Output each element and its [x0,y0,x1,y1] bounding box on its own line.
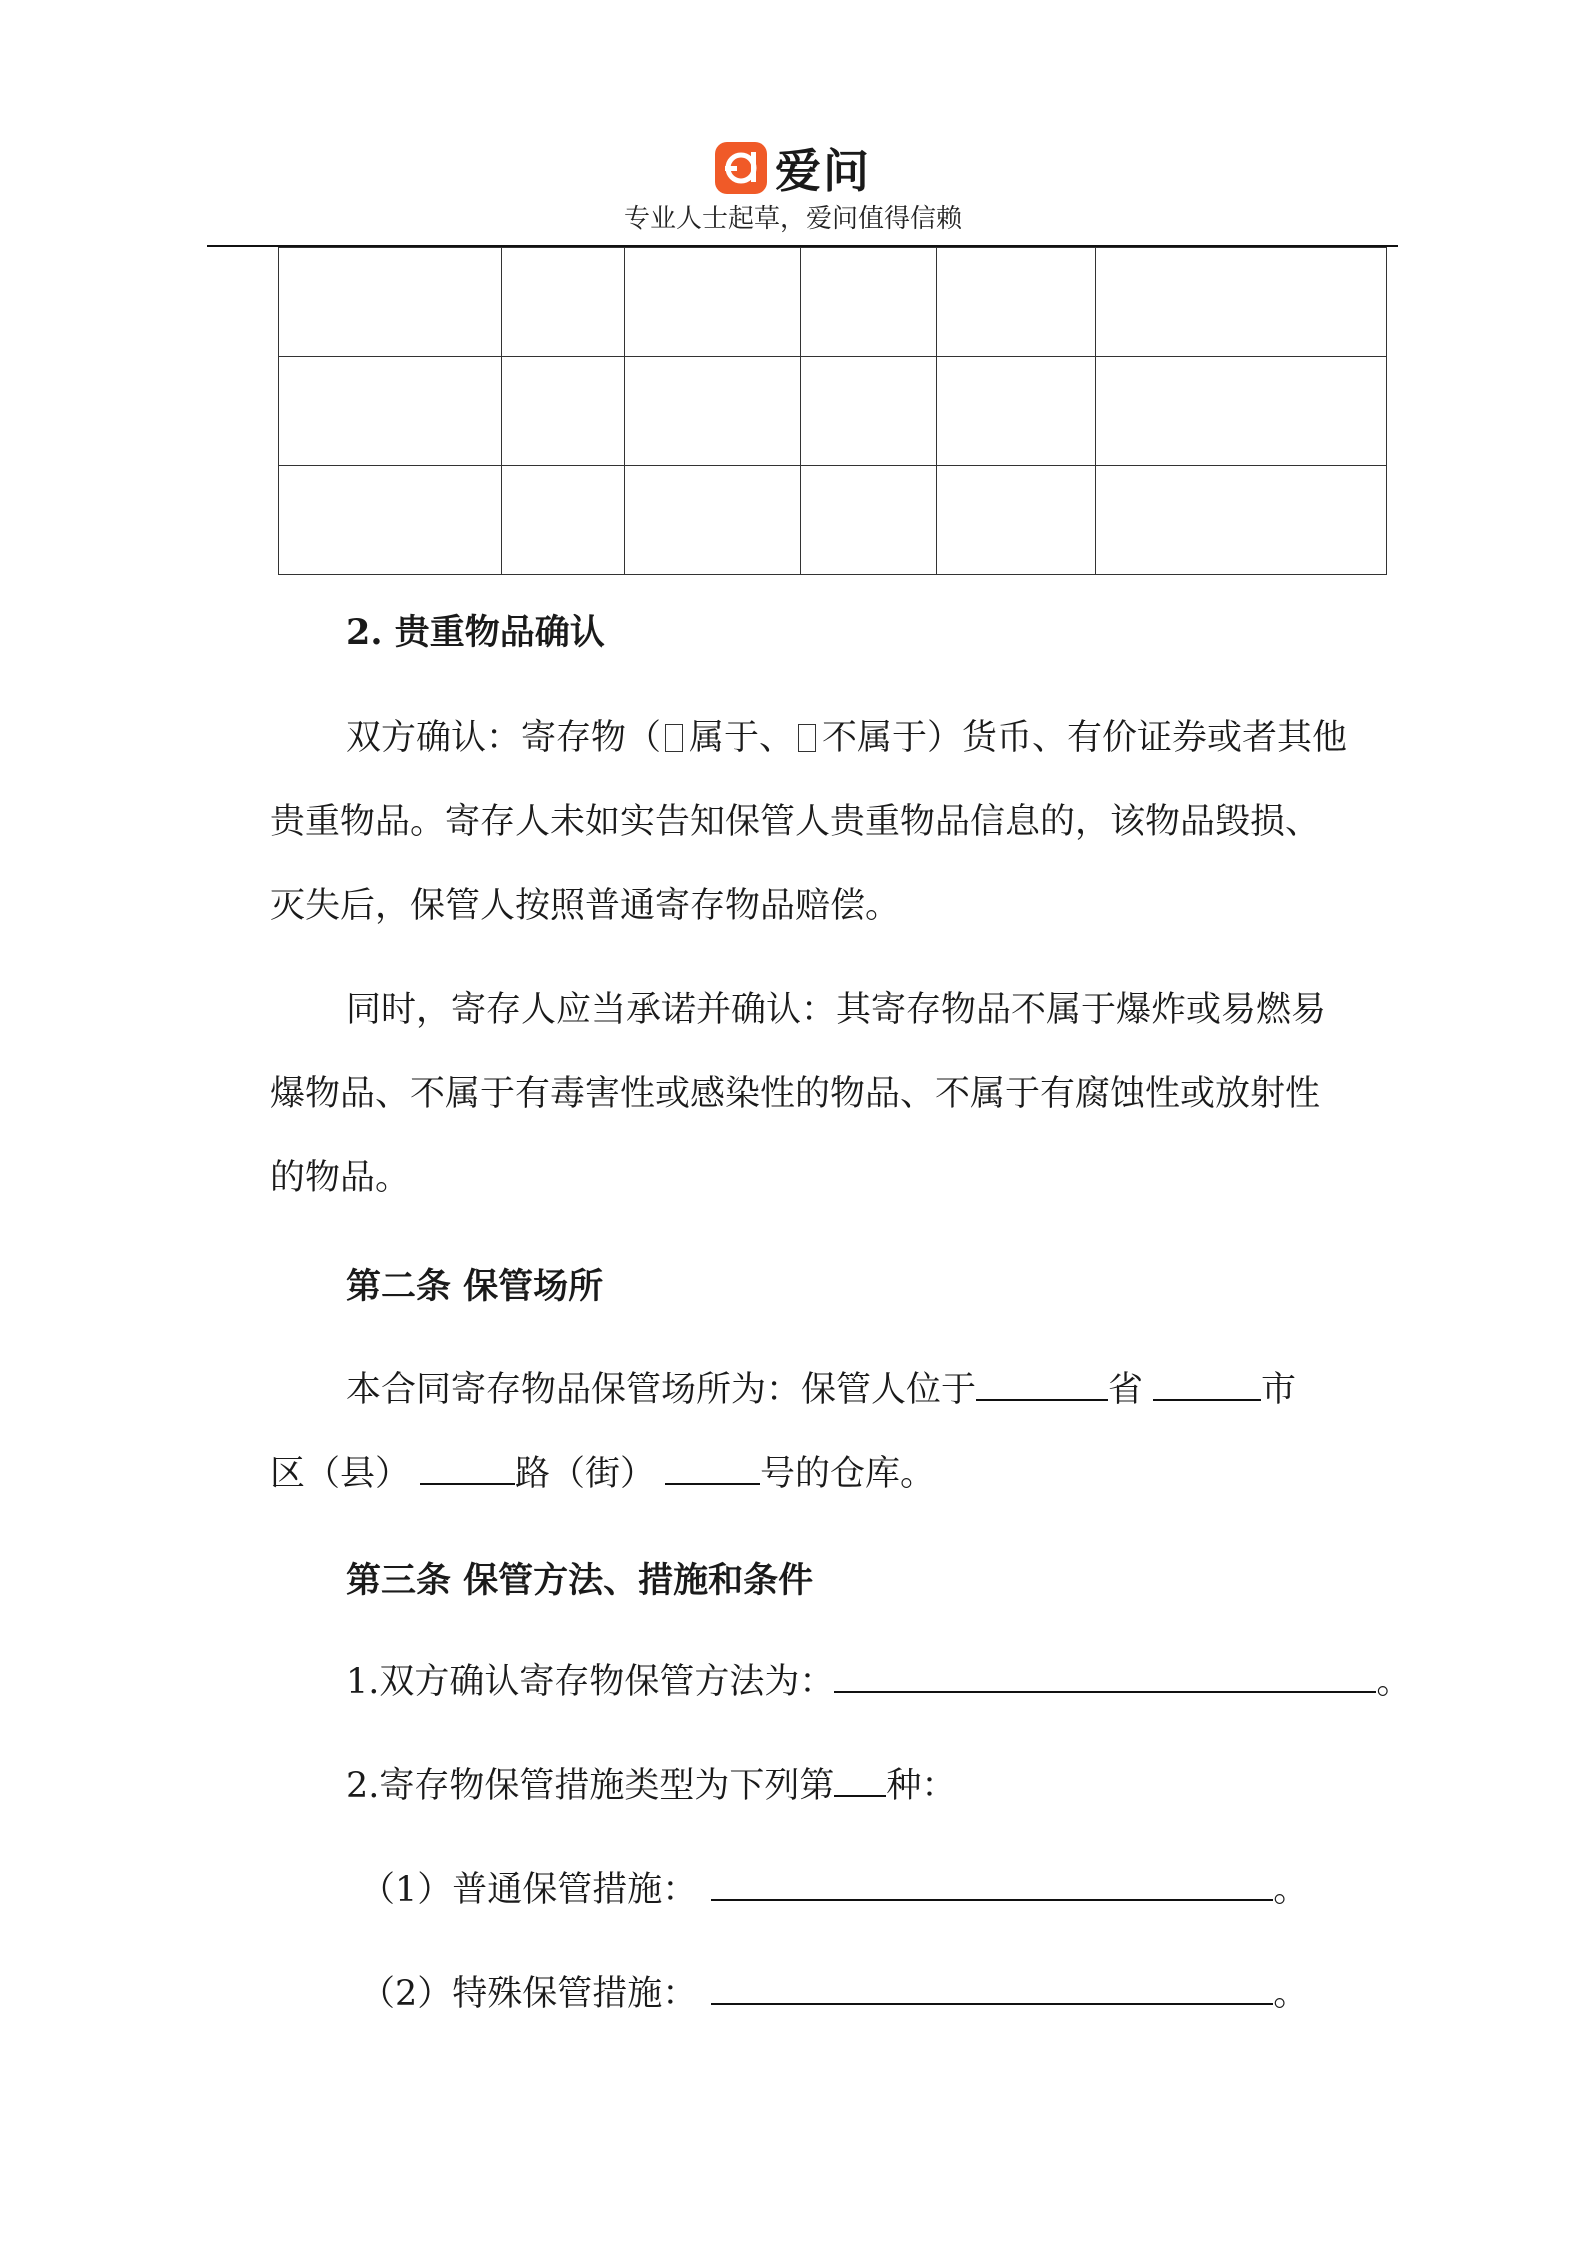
table-row [279,466,1387,575]
special-measure-line [360,1952,1308,2036]
location-line-1 [346,1348,1296,1432]
commitment-line-3: 的物品。 [270,1158,411,1198]
table-cell[interactable] [1096,248,1387,357]
valuables-line-3: 灭失后，保管人按照普通寄存物品赔偿。 [270,886,901,926]
article2-heading: 第二条 保管场所 [346,1266,604,1307]
table-cell[interactable] [625,248,801,357]
slogan: 专业人士起草，爱问值得信赖 [623,204,962,234]
commitment-line-1: 同时，寄存人应当承诺并确认：其寄存物品不属于爆炸或易燃易 [346,990,1327,1030]
table-cell[interactable] [279,466,502,575]
valuables-opt1: 属于、 [689,718,795,758]
not-belongs-checkbox[interactable] [798,724,816,752]
ordinary-measure-line [360,1848,1308,1932]
table-cell[interactable] [1096,357,1387,466]
measure-type-field[interactable] [834,1759,886,1797]
table-cell[interactable] [801,466,937,575]
table-cell[interactable] [625,357,801,466]
city-field[interactable] [1153,1363,1261,1401]
valuables-opt2: 不属于）货币、有价证券或者其他 [822,718,1348,758]
table-cell[interactable] [502,248,625,357]
district-field[interactable] [420,1447,515,1485]
location-line-2 [270,1432,935,1516]
table-cell[interactable] [502,357,625,466]
commitment-line-2: 爆物品、不属于有毒害性或感染性的物品、不属于有腐蚀性或放射性 [270,1074,1321,1114]
valuables-line-2: 贵重物品。寄存人未如实告知保管人贵重物品信息的，该物品毁损、 [270,802,1321,842]
table-cell[interactable] [937,248,1096,357]
province-field[interactable] [976,1363,1108,1401]
valuables-text-a: 双方确认：寄存物（ [346,718,662,758]
end-mark: 。 [1273,1870,1309,1910]
table-cell[interactable] [279,248,502,357]
table-row [279,248,1387,357]
table-cell[interactable] [937,466,1096,575]
table-cell[interactable] [801,248,937,357]
ordinary-measure-label: （1）普通保管措施： [360,1870,698,1910]
table-cell[interactable] [279,357,502,466]
brand-logo-icon [715,142,767,194]
table-cell[interactable] [625,466,801,575]
location-text-a: 本合同寄存物品保管场所为：保管人位于 [346,1370,977,1410]
method-label: 1.双方确认寄存物保管方法为： [346,1662,835,1702]
city-label: 市 [1261,1370,1297,1410]
road-label: 路（街） [515,1454,656,1494]
end-mark: 。 [1376,1662,1412,1702]
table-cell[interactable] [502,466,625,575]
valuables-line-1 [346,696,1347,780]
table-cell[interactable] [937,357,1096,466]
special-measure-label: （2）特殊保管措施： [360,1974,698,2014]
table-cell[interactable] [1096,466,1387,575]
belongs-checkbox[interactable] [665,724,683,752]
end-mark: 。 [1273,1974,1309,2014]
special-measure-field[interactable] [711,1967,1273,2005]
valuables-heading: 2. 贵重物品确认 [346,612,605,653]
warehouse-label: 号的仓库。 [760,1454,936,1494]
method-line [346,1640,1411,1724]
brand-name: 爱问 [775,144,871,198]
measure-type-label: 2.寄存物保管措施类型为下列第 [346,1766,835,1806]
method-field[interactable] [834,1655,1376,1693]
measure-type-suffix: 种： [886,1766,957,1806]
items-table [278,247,1387,575]
number-field[interactable] [665,1447,760,1485]
article3-heading: 第三条 保管方法、措施和条件 [346,1560,814,1601]
measure-type-line [346,1744,956,1828]
table-row [279,357,1387,466]
province-label: 省 [1108,1370,1144,1410]
ordinary-measure-field[interactable] [711,1863,1273,1901]
district-label: 区（县） [270,1454,411,1494]
header-logo [0,138,1586,198]
table-cell[interactable] [801,357,937,466]
